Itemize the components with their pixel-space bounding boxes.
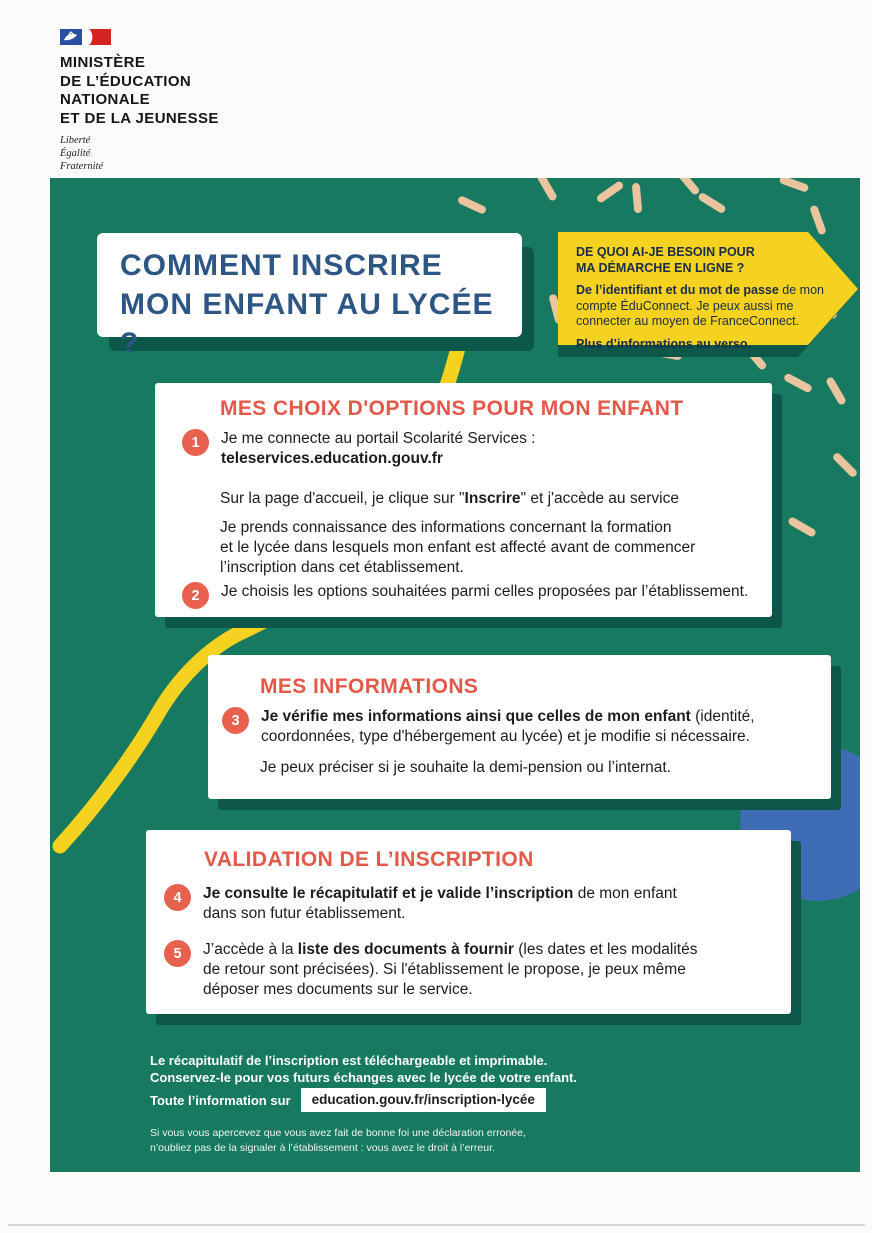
step-2 bbox=[182, 582, 748, 609]
motto-line: Égalité bbox=[60, 148, 91, 159]
ministry-line: NATIONALE bbox=[60, 91, 150, 108]
step-4-badge: 4 bbox=[164, 884, 191, 911]
ministry-line: DE L’ÉDUCATION bbox=[60, 72, 192, 90]
step-1-text: Je me connecte au portail Scolarité Services : bbox=[221, 430, 536, 447]
section-validation-title: VALIDATION DE L’INSCRIPTION bbox=[204, 848, 534, 871]
republic-motto bbox=[60, 134, 219, 173]
step-2-text: Je choisis les options souhaitées parmi celles proposées par l’établissement. bbox=[221, 583, 749, 600]
need-box-body: De l’identifiant et du mot de passe de mon compte ÉduConnect. Je peux aussi me connecter au moyen de FranceConnect. bbox=[576, 283, 824, 328]
step-2-badge: 2 bbox=[182, 582, 209, 609]
step-1 bbox=[182, 429, 535, 469]
need-box-more: Plus d’informations au verso. bbox=[576, 336, 752, 351]
ministry-line: ET DE LA JEUNESSE bbox=[60, 109, 219, 127]
step-1-badge: 1 bbox=[182, 429, 209, 456]
section-validation-card bbox=[146, 830, 791, 1014]
title-card bbox=[97, 233, 522, 360]
footer-info-label: Toute l’information sur bbox=[150, 1092, 291, 1108]
step-5: 5 J’accède à la liste des documents à fournir (les dates et les modalités de retour sont précisées). Si l'établissement le propose, je peux même déposer mes documents sur le service. bbox=[164, 940, 697, 1000]
section-informations-title: MES INFORMATIONS bbox=[260, 675, 479, 698]
ministry-line: MINISTÈRE bbox=[60, 54, 146, 71]
step-3-badge: 3 bbox=[222, 707, 249, 734]
need-box-text bbox=[558, 232, 828, 351]
poster bbox=[50, 178, 860, 1172]
section-options-card bbox=[155, 383, 772, 617]
need-box-heading: DE QUOI AI-JE BESOIN POUR bbox=[576, 245, 755, 259]
inscription-url: education.gouv.fr/inscription-lycée bbox=[301, 1088, 546, 1112]
informations-paragraph: Je peux préciser si je souhaite la demi-pension ou l’internat. bbox=[260, 759, 671, 776]
footer-error-right-note: Si vous vous apercevez que vous avez fait de bonne foi une déclaration erronée, n’oubliez pas de la signaler à l’établissement : vous avez le droit à l’erreur. bbox=[150, 1127, 526, 1154]
footer-keep-copy-note: Le récapitulatif de l’inscription est téléchargeable et imprimable. Conservez-le pour vos futurs échanges avec le lycée de votre enfant. bbox=[150, 1053, 577, 1085]
step-3: 3 Je vérifie mes informations ainsi que celles de mon enfant (identité, coordonnées, type d'hébergement au lycée) et je modifie si nécessaire. bbox=[222, 707, 755, 747]
need-box-heading: MA DÉMARCHE EN LIGNE ? bbox=[576, 261, 745, 275]
motto-line: Fraternité bbox=[60, 161, 104, 172]
government-header bbox=[60, 26, 219, 173]
poster-title-line: MON ENFANT AU LYCÉE ? bbox=[120, 288, 494, 360]
motto-line: Liberté bbox=[60, 135, 91, 146]
step-5-badge: 5 bbox=[164, 940, 191, 967]
ministry-name bbox=[60, 54, 219, 128]
need-box bbox=[558, 232, 860, 360]
page-bottom-rule bbox=[8, 1224, 865, 1226]
footer-info-row bbox=[150, 1088, 546, 1112]
section-options-title: MES CHOIX D'OPTIONS POUR MON ENFANT bbox=[220, 397, 684, 420]
options-paragraph-1: Sur la page d'accueil, je clique sur "Inscrire" et j'accède au service bbox=[220, 490, 679, 507]
step-4: 4 Je consulte le récapitulatif et je valide l’inscription de mon enfant dans son futur établissement. bbox=[164, 884, 677, 924]
french-flag-marianne-logo bbox=[60, 26, 114, 48]
poster-title-line: COMMENT INSCRIRE bbox=[120, 249, 443, 282]
options-paragraph-2: Je prends connaissance des informations concernant la formation et le lycée dans lesquels mon enfant est affecté avant de commencer l’inscription dans cet établissement. bbox=[220, 519, 696, 576]
teleservices-url: teleservices.education.gouv.fr bbox=[221, 450, 443, 467]
section-informations-card bbox=[208, 655, 831, 799]
